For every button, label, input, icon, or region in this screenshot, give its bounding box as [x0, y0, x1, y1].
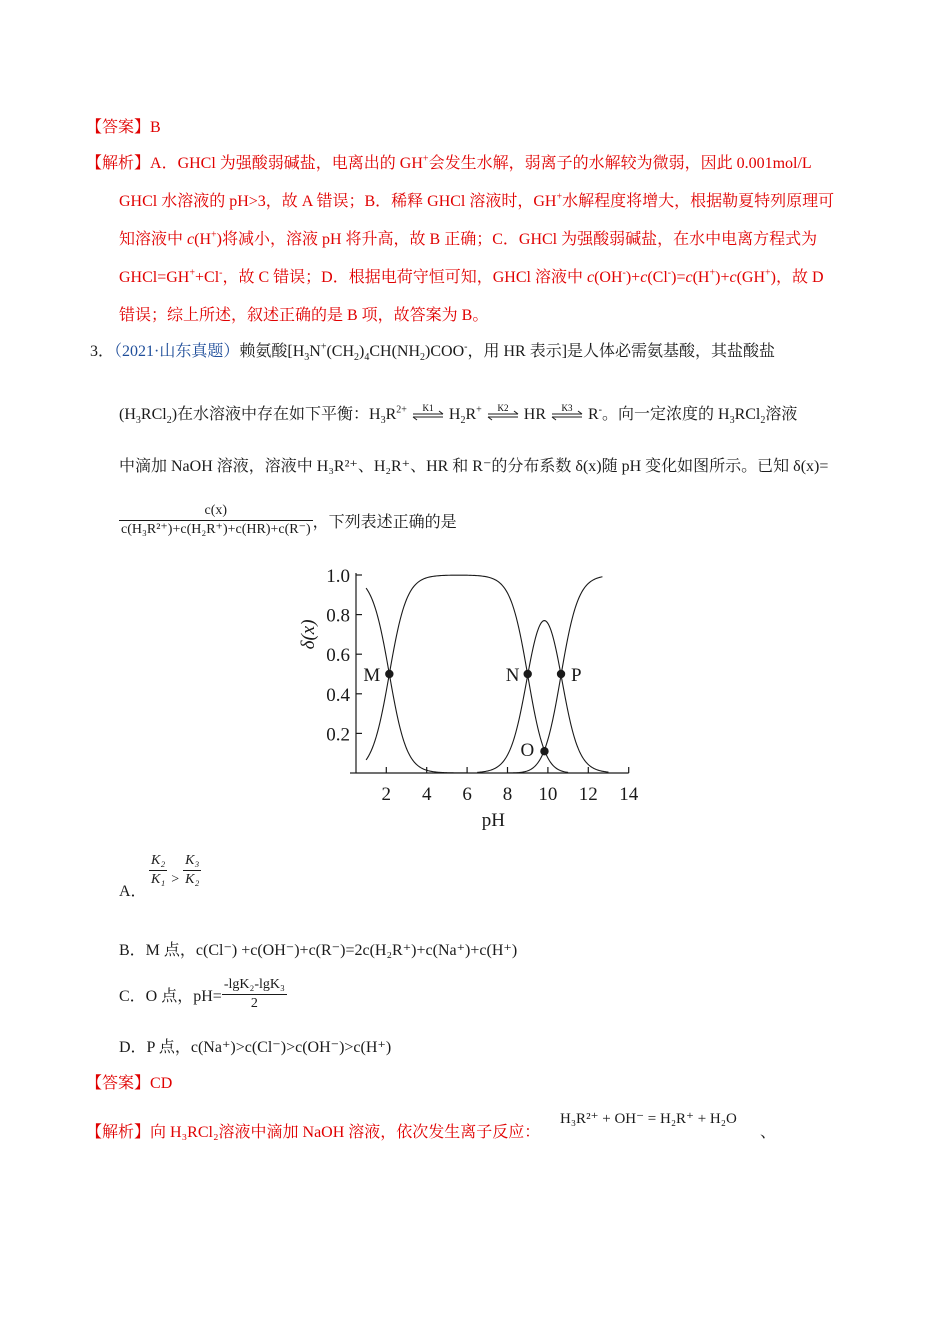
question-text: 赖氨酸[H [239, 343, 305, 360]
y-tick-label: 0.2 [326, 724, 350, 746]
analysis-1-text: 知溶液中 [119, 231, 188, 248]
answer-2-label: 【答案】 [86, 1075, 151, 1092]
chart-axes [298, 566, 639, 830]
answer-1 [86, 117, 161, 139]
analysis-1-line-5: 错误；综上所述，叙述正确的是 B 项，故答案为 B。 [119, 307, 489, 324]
analysis-2-text: 向 H₃RCl₂溶液中滴加 NaOH 溶液，依次发生离子反应： [150, 1124, 541, 1141]
option-a-expression: $\frac{\text{K₂}}{\text{K₁}}$ > $\frac{\text{K₃}}{\text{K₂}}$ [151, 853, 200, 888]
analysis-1-line-3: 知溶液中 c(H+)将减小，溶液 pH 将升高，故 B 正确；C．GHCl 为强酸弱碱盐，在水中电离方程式为 [119, 229, 818, 248]
option-b: B．M 点，c(Cl⁻) +c(OH⁻)+c(R⁻)=2c(H₂R⁺)+c(Na⁺)+c(H⁺) [119, 942, 518, 959]
point-label-o: O [520, 740, 535, 762]
x-tick-label: 14 [619, 784, 639, 805]
fraction-denominator: K₂ [185, 872, 200, 887]
question-text: (CH [326, 343, 355, 360]
fraction-numerator: c(x) [119, 502, 313, 521]
analysis-2 [86, 1122, 540, 1144]
x-tick-label: 12 [578, 784, 598, 805]
x-tick-label: 10 [538, 784, 558, 805]
analysis-1-line-1: 【解析】A．GHCl 为强酸弱碱盐，电离出的 GH+会发生水解，弱离子的水解较为微弱，因此 0.001mol/L [86, 153, 812, 172]
analysis-2-label: 【解析】 [86, 1124, 151, 1141]
analysis-1-text: A．GHCl 为强酸弱碱盐，电离出的 GH [150, 155, 423, 172]
x-axis-label: pH [481, 810, 505, 830]
question-3-stem-line-2: $(H_3RCl_2)$在水溶液中存在如下平衡：$H_3R^{2+}$ K1 $H_2R^+$ K2 HR K3 R-。向一定浓度的 $H_3RCl_2$溶液 [119, 404, 798, 427]
distribution-chart [280, 555, 660, 830]
analysis-1-text: GHCl 水溶液的 pH>3，故 A 错误；B．稀释 GHCl 溶液时，GH [119, 193, 557, 210]
question-text: 溶液 [765, 406, 798, 423]
analysis-1-text: ，故 D [775, 269, 824, 286]
question-3-stem-line-1: 3．（2021·山东真题）赖氨酸[$H_3N^+(CH_2)_4CH(NH_2)COO^-$，用 HR 表示]是人体必需氨基酸，其盐酸盐 [90, 341, 776, 364]
fraction-denominator: K₁ [151, 872, 166, 887]
point-p [557, 670, 565, 678]
fraction-denominator: c(H₃R²⁺)+c(H₂R⁺)+c(HR)+c(R⁻) [121, 522, 311, 537]
x-tick-label: 8 [502, 784, 513, 805]
x-tick-label: 2 [381, 784, 392, 805]
question-3-stem-line-4 [119, 502, 457, 539]
analysis-2-tail: 、 [760, 1124, 777, 1141]
option-a-fraction-left [149, 852, 167, 889]
question-text: ，下列表述正确的是 [312, 514, 457, 531]
fraction-numerator: K₃ [183, 852, 201, 871]
analysis-1-text: 将减小，溶液 pH 将升高，故 B 正确；C．GHCl 为强酸弱碱盐，在水中电离方程式为 [221, 231, 818, 248]
y-tick-label: 0.4 [326, 684, 350, 706]
question-source: （2021·山东真题） [114, 343, 240, 360]
analysis-1-label: 【解析】 [86, 155, 151, 172]
fraction-denominator: 2 [250, 996, 258, 1011]
y-tick-label: 1.0 [326, 566, 350, 587]
point-label-m: M [363, 665, 381, 686]
x-tick-label: 6 [462, 784, 472, 805]
question-text: CH(NH [369, 343, 421, 360]
equilibrium-arrow-icon [550, 404, 584, 426]
analysis-1-line-4: GHCl=GH++Cl-，故 C 错误；D．根据电荷守恒可知，GHCl 溶液中 c(OH-)+c(Cl-)=c(H+)+c(GH+)，故 D [119, 267, 824, 286]
analysis-1-text: 会发生水解，弱离子的水解较为微弱，因此 0.001mol/L [428, 155, 812, 172]
question-text: ，用 HR 表示]是人体必需氨基酸，其盐酸盐 [467, 343, 776, 360]
option-c-label: C．O 点，pH= [119, 988, 222, 1005]
point-n [524, 670, 532, 678]
question-text: )COO [425, 343, 465, 360]
series-line-1 [366, 575, 568, 772]
equilibrium-arrow-icon [411, 404, 445, 426]
question-text: )在水溶液中存在如下平衡：H [171, 406, 381, 423]
distribution-fraction [119, 502, 313, 539]
answer-1-value: B [150, 119, 161, 136]
option-a-label: A． [119, 883, 147, 900]
analysis-1-text: GHCl=GH [119, 269, 190, 286]
fraction-numerator: K₂ [149, 852, 167, 871]
answer-2-value: CD [150, 1075, 173, 1092]
point-label-n: N [505, 665, 520, 686]
series-line-0 [366, 588, 467, 773]
analysis-1-line-2: GHCl 水溶液的 pH>3，故 A 错误；B．稀释 GHCl 溶液时，GH+水解程度将增大，根据勒夏特列原理可 [119, 191, 835, 210]
question-text: 。向一定浓度的 H [602, 406, 730, 423]
question-text: RCl [140, 406, 167, 423]
answer-1-label: 【答案】 [86, 119, 151, 136]
question-number: 3． [90, 343, 115, 360]
point-label-p: P [571, 665, 582, 686]
svg-text:K1: K1 [422, 404, 434, 414]
y-axis-label: δ(x) [298, 619, 319, 650]
equilibrium-arrow-icon [486, 404, 520, 426]
option-c-fraction [222, 976, 287, 1013]
svg-text:K2: K2 [497, 404, 509, 414]
y-tick-label: 0.8 [326, 605, 350, 627]
point-o [540, 747, 548, 755]
fraction-numerator: -lgK₂-lgK₃ [222, 976, 287, 995]
answer-2 [86, 1073, 172, 1095]
option-a-fraction-right [183, 852, 201, 889]
point-m [385, 670, 393, 678]
analysis-1-text: ，故 C 错误；D．根据电荷守恒可知，GHCl 溶液中 [222, 269, 587, 286]
svg-text:K3: K3 [561, 404, 573, 414]
analysis-2-equation: H₃R²⁺ + OH⁻ = H₂R⁺ + H₂O [560, 1111, 737, 1127]
option-c [119, 976, 287, 1013]
x-tick-label: 4 [421, 784, 432, 805]
question-3-stem-line-3: 中滴加 NaOH 溶液，溶液中 H₃R²⁺、H₂R⁺、HR 和 R⁻的分布系数 δ(x)随 pH 变化如图所示。已知 δ(x)= [119, 458, 829, 475]
question-text: (H [119, 406, 136, 423]
analysis-1-text: 水解程度将增大，根据勒夏特列原理可 [562, 193, 835, 210]
option-a [119, 878, 147, 901]
y-tick-label: 0.6 [326, 645, 350, 667]
analysis-1-text: +Cl [195, 269, 220, 286]
chart-points [363, 665, 581, 761]
option-d: D．P 点，c(Na⁺)>c(Cl⁻)>c(OH⁻)>c(H⁺) [119, 1039, 392, 1056]
